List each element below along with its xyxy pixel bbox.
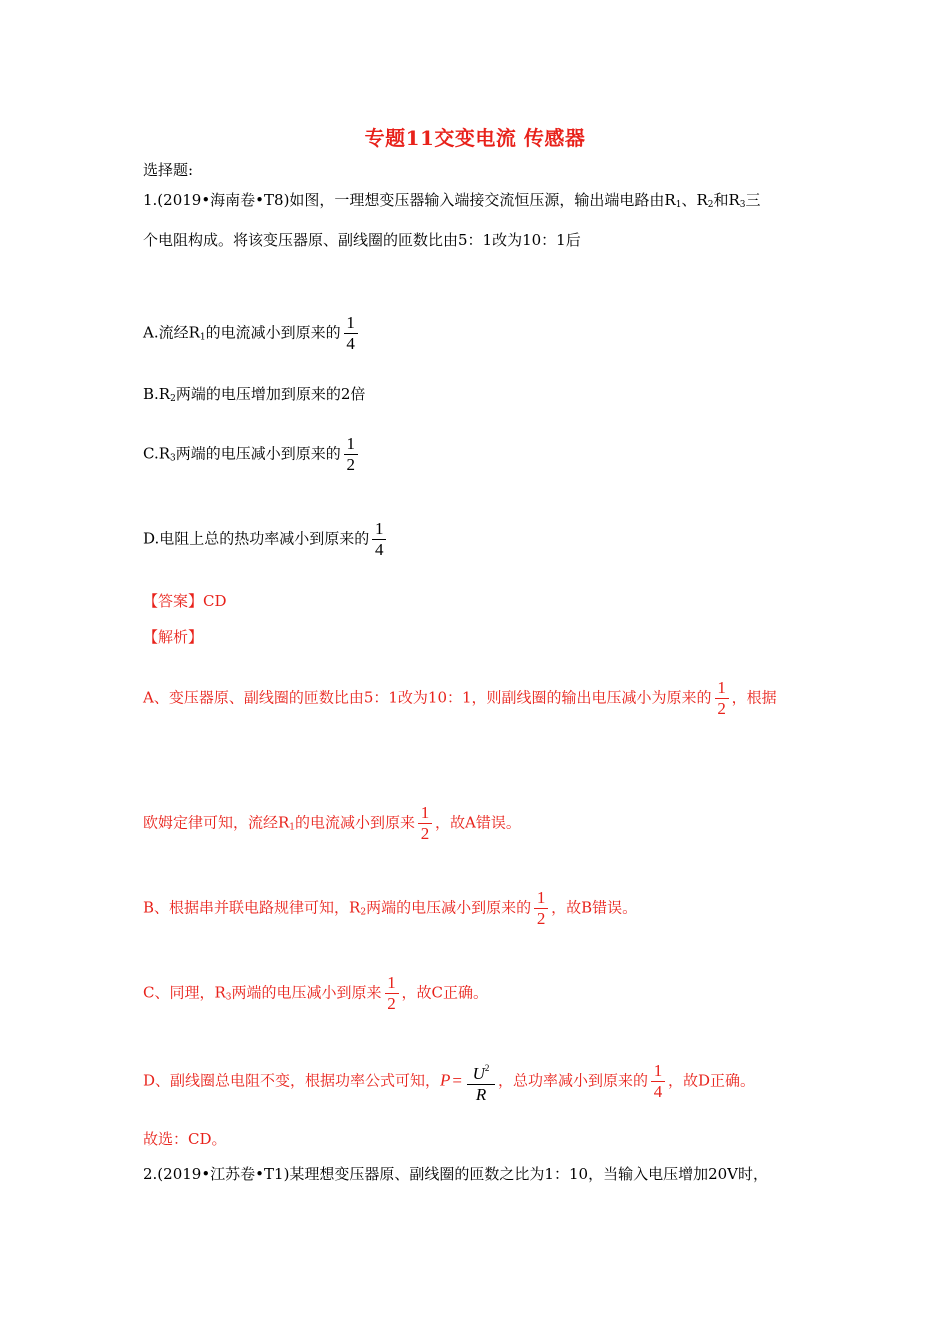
fraction-one-half: $\frac{1}{2}$ xyxy=(418,803,432,844)
analysis-a-line2: 欧姆定律可知，流经$R_1$的电流减小到原来 $\frac{1}{2}$ ，故A错误。 xyxy=(143,803,521,843)
formula-u-squared-over-r: $\frac{U^2}{R}$ xyxy=(467,1058,495,1105)
option-a: A.流经$R_1$的电流减小到原来的 $\frac{1}{4}$ xyxy=(143,313,361,354)
fraction-one-half: $\frac{1}{2}$ xyxy=(344,434,358,475)
page-title: 专题11交变电流 传感器 xyxy=(364,126,586,150)
fraction-one-quarter: $\frac{1}{4}$ xyxy=(344,313,358,354)
option-c: $C.R_3$两端的电压减小到原来的 $\frac{1}{2}$ xyxy=(143,434,361,475)
analysis-d: D、副线圈总电阻不变，根据功率公式可知，P = $\frac{U^2}{R}$ ，总功率减小到原来的 $\frac{1}{4}$ ，故D正确。 xyxy=(143,1058,755,1105)
q2-line1: 2.(2019•江苏卷•T1)某理想变压器原、副线圈的匝数之比为1：10，当输入电压增加20V时， xyxy=(143,1165,768,1183)
fraction-one-quarter: $\frac{1}{4}$ xyxy=(651,1061,665,1102)
analysis-b: B、根据串并联电路规律可知，$R_2$两端的电压减小到原来的 $\frac{1}{2}$ ，故B错误。 xyxy=(143,888,638,928)
option-b: $B.R_2$两端的电压增加到原来的2倍 xyxy=(143,385,366,404)
fraction-one-quarter: $\frac{1}{4}$ xyxy=(372,519,386,560)
q1-line1: 1.(2019•海南卷•T8)如图，一理想变压器输入端接交流恒压源，输出端电路由$R_1$、$R_2$和$R_3$三 xyxy=(143,191,761,210)
analysis-a-line1: A、变压器原、副线圈的匝数比由5：1改为10：1，则副线圈的输出电压减小为原来的 $\frac{1}{2}$ ，根据 xyxy=(143,678,777,718)
answer: 【答案】CD xyxy=(143,592,227,610)
analysis-label: 【解析】 xyxy=(143,628,204,646)
option-d: D.电阻上总的热功率减小到原来的 $\frac{1}{4}$ xyxy=(143,519,389,560)
fraction-one-half: $\frac{1}{2}$ xyxy=(534,888,548,929)
q1-line2: 个电阻构成。将该变压器原、副线圈的匝数比由5：1改为10：1后 xyxy=(143,231,581,249)
conclusion: 故选：CD。 xyxy=(143,1130,227,1148)
section-heading: 选择题: xyxy=(143,161,194,179)
fraction-one-half: $\frac{1}{2}$ xyxy=(715,678,729,719)
analysis-c: C、同理，$R_3$两端的电压减小到原来 $\frac{1}{2}$ ，故C正确。 xyxy=(143,973,489,1013)
formula-p: P xyxy=(440,1070,451,1090)
fraction-one-half: $\frac{1}{2}$ xyxy=(385,973,399,1014)
